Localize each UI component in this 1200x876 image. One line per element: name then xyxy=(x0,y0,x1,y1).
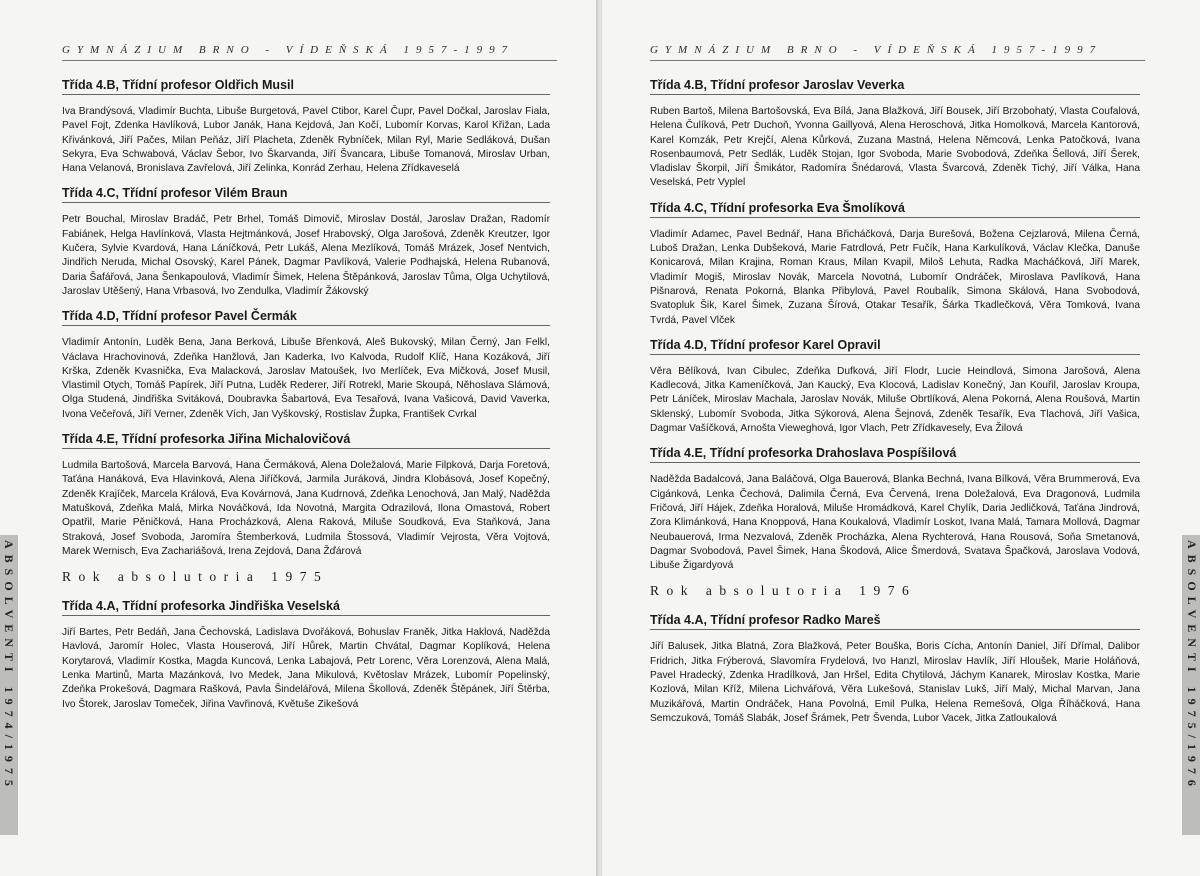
page-content xyxy=(62,78,550,722)
class-title: Třída 4.A, Třídní profesorka Jindřiška Veselská xyxy=(62,599,550,616)
class-block xyxy=(650,613,1140,726)
class-block xyxy=(650,78,1140,191)
class-title: Třída 4.D, Třídní profesor Karel Opravil xyxy=(650,338,1140,355)
class-title: Třída 4.E, Třídní profesorka Jiřina Michalovičová xyxy=(62,432,550,449)
left-page xyxy=(0,0,598,876)
student-names: Ruben Bartoš, Milena Bartošovská, Eva Bílá, Jana Blažková, Jiří Bousek, Jiří Brzobohatý, Vlasta Coufalová, Helena Čulíková, Petr Duchoň, Yvonna Gaillyová, Alena Heroschová, Jitka Homolková, Marcela Kantorová, Karel Komzák, Petr Krejčí, Alena Kůrková, Zuzana Mastná, Helena Němcová, Lenka Patočková, Ivana Rosenbaumová, Petr Sedlák, Luděk Stojan, Igor Svoboda, Marie Svobodová, Zdeňka Šellová, Jiří Šerek, Vladislav Škorpil, Jiří Šmikátor, Radomíra Šnédarová, Vlasta Švarcová, Zdeněk Tichý, Jiří Válka, Hana Veselská, Petr Vyplel xyxy=(650,106,1140,189)
head-rule xyxy=(62,60,557,61)
page-content xyxy=(650,78,1140,736)
class-title: Třída 4.C, Třídní profesorka Eva Šmolíková xyxy=(650,201,1140,218)
year-heading: Rok absolutoria 1976 xyxy=(650,583,917,599)
student-names: Jiří Bartes, Petr Bedáň, Jana Čechovská, Ladislava Dvořáková, Bohuslav Franěk, Jitka Haklová, Naděžda Havlová, Jaromír Holec, Vlasta Houserová, Jiří Hůrek, Martin Chvátal, Dagmar Koplíková, Helena Korytarová, Vladimír Kostka, Magda Kuncová, Lenka Labajová, Petr Lorenc, Věra Lorenzová, Alena Malá, Lenka Martinů, Marta Mazánková, Ivo Medek, Jana Mikulová, Květoslav Mrázek, Lubomír Popelinský, Zdeňka Prokešová, Dagmara Rašková, Pavla Šindelářová, Milena Škollová, Zdeněk Štěpánek, Jiří Štěrba, Ivo Štorek, Jaroslav Tomeček, Jiřina Vavřinová, Květuše Zikešová xyxy=(62,627,550,710)
class-title: Třída 4.B, Třídní profesor Jaroslav Veverka xyxy=(650,78,1140,95)
student-names: Vladimír Adamec, Pavel Bednář, Hana Břicháčková, Darja Burešová, Božena Cejzlarová, Milena Černá, Luboš Dražan, Lenka Dubšeková, Marie Fatrdlová, Petr Fučík, Hana Karkulíková, Václav Klečka, Danuše Konicarová, Milan Krajina, Roman Kraus, Milan Kvapil, Miloš Lehuta, Radka Macháčková, Jiří Marek, Vladimír Mogiš, Miroslav Novák, Marcela Novotná, Lubomír Ondráček, Miroslava Pavlíková, Hana Pišnarová, Renata Pokorná, Blanka Přibylová, Pavel Roubalík, Simona Skálová, Hana Svobodová, Svatopluk Šik, Karel Šimek, Zuzana Šírová, Otakar Tesařík, Šárka Tkadlečková, Věra Tomková, Ivana Tvrdá, Pavel Vlček xyxy=(650,228,1140,326)
running-head: GYMNÁZIUM BRNO - VÍDEŇSKÁ 1957-1997 xyxy=(650,44,1103,56)
class-block xyxy=(650,338,1140,436)
student-names: Jiří Balusek, Jitka Blatná, Zora Blažková, Peter Bouška, Boris Cícha, Antonín Daniel, Jiří Dřímal, Dalibor Fridrich, Jitka Frýberová, Slavomíra Frydelová, Ivo Hanzl, Miroslav Havlík, Jiří Hloušek, Marie Holáňová, Pavel Hradecký, Zdenka Hradílková, Jan Hršel, Edita Chytilová, Jáchym Kanarek, Miroslav Kostka, Marie Kozlová, Milan Kříž, Milena Lichvářová, Věra Lukešová, Stanislav Lukš, Jiří Malý, Michal Marvan, Jana Muzikářová, Martin Ondráček, Hana Povolná, Emil Pulka, Helena Remešová, Olga Říháčková, Hana Semczuková, Tomáš Slabák, Josef Šrámek, Petr Švenda, Lubor Vacek, Jitka Zatloukalová xyxy=(650,641,1140,724)
class-title: Třída 4.A, Třídní profesor Radko Mareš xyxy=(650,613,1140,630)
class-block xyxy=(62,599,550,712)
class-title: Třída 4.B, Třídní profesor Oldřich Musil xyxy=(62,78,550,95)
side-label: ABSOLVENTI 1974/1975 xyxy=(2,540,16,792)
class-block xyxy=(650,201,1140,328)
head-rule xyxy=(650,60,1145,61)
student-names: Petr Bouchal, Miroslav Bradáč, Petr Brhel, Tomáš Dimovič, Miroslav Dostál, Jaroslav Dražan, Radomír Fabiánek, Helga Havlínková, Vlasta Hejtmánková, Josef Hrabovský, Olga Jarošová, Zdeněk Kreutzer, Igor Kučera, Sylvie Kvardová, Hana Láníčková, Petr Lukáš, Alena Mezlíková, Tomáš Mrázek, Josef Nentvich, Jindřich Neruda, Michal Osovský, Karel Pánek, Dagmar Pavlíková, Valerie Podhajská, Helena Rubanová, Daria Šafářová, Jana Šenkapoulová, Vladimír Šimek, Helena Štěpánková, Jaroslav Tůma, Olga Uchytilová, Jaroslav Utěšený, Hana Vrbasová, Ivo Zendulka, Vladimír Žákovský xyxy=(62,214,550,297)
class-block xyxy=(62,309,550,422)
class-block xyxy=(62,186,550,299)
class-block xyxy=(62,78,550,176)
student-names: Iva Brandýsová, Vladimír Buchta, Libuše Burgetová, Pavel Ctibor, Karel Čupr, Pavel Dočkal, Jaroslav Fiala, Pavel Fojt, Zdenka Havlíková, Lubor Janák, Hana Kejdová, Jan Kočí, Lubomír Korvas, Karol Křižan, Lada Křivánková, Jiří Pačes, Milan Peňáz, Jiří Placheta, Zdeněk Rybníček, Milan Ryl, Marie Sedláková, Dušan Sekyra, Eva Schwabová, Václav Šebor, Ivo Škarvanda, Jiří Švancara, Libuše Tomanová, Miroslav Urban, Hana Velanová, Bronislava Zavřelová, Jiří Zelinka, Konrád Zerhau, Helena Zřídkaveselá xyxy=(62,106,550,175)
class-block xyxy=(650,446,1140,573)
class-title: Třída 4.E, Třídní profesorka Drahoslava Pospíšilová xyxy=(650,446,1140,463)
student-names: Ludmila Bartošová, Marcela Barvová, Hana Čermáková, Alena Doležalová, Marie Filpková, Darja Foretová, Taťána Hanáková, Eva Hlavinková, Alena Jiříčková, Jarmila Juráková, Jindra Klobásová, Josef Kopečný, Zdeněk Krajíček, Marcela Králová, Eva Kovárnová, Jana Kudrnová, Zdeňka Lenochová, Jan Malý, Naděžda Matušková, Zdeňka Malá, Mirka Nováčková, Ida Novotná, Margita Odrazilová, Ilona Omastová, Robert Opatřil, Marie Pěničková, Hana Procházková, Alena Raková, Miluše Soudková, Eva Staňková, Jana Straková, Josef Svoboda, Jaromíra Štemberková, Ludmila Štossová, Vladimír Vejrosta, Věra Vojtová, Marek Wernisch, Eva Zachariášová, Irena Zejdová, Dana Žďárová xyxy=(62,460,550,557)
class-title: Třída 4.C, Třídní profesor Vilém Braun xyxy=(62,186,550,203)
student-names: Naděžda Badalcová, Jana Baláčová, Olga Bauerová, Blanka Bechná, Ivana Bílková, Věra Brummerová, Eva Cigánková, Lenka Čechová, Dalimila Černá, Eva Červená, Irena Doležalová, Eva Dragonová, Ludmila Fričová, Jiří Hájek, Zdeňka Horalová, Miluše Hromádková, Karel Chylík, Daria Jedličková, Taťána Jindrová, Zora Klimánková, Hana Knoppová, Hana Koukalová, Vladimír Loskot, Ivana Malá, Tamara Mollová, Dagmar Neubauerová, Irma Nezvalová, Zdeněk Procházka, Alena Rychterová, Hana Rousová, Soňa Smetanová, Dagmar Svobodová, Pavel Šimek, Hana Škodová, Alice Šmerdová, Svatava Špačková, Jaroslava Vodová, Libuše Žigardyová xyxy=(650,474,1140,572)
student-names: Věra Bělíková, Ivan Cibulec, Zdeňka Dufková, Jiří Flodr, Lucie Heindlová, Simona Jarošová, Alena Kadlecová, Jitka Kameníčková, Jan Kaucký, Eva Klocová, Ladislav Konečný, Jan Kouřil, Jaroslav Kroupa, Petr Láníček, Miroslav Machala, Jaroslav Novák, Miluše Obrtlíková, Alena Pokorná, Alena Roušová, Martin Sklenský, Lubomír Svoboda, Jitka Sýkorová, Alena Šejnová, Zdeněk Tesařík, Eva Tlachová, Jiří Vašica, Dagmar Vašíčková, Arnošta Vieweghová, Igor Vlach, Petr Zřídkavesely, Eva Žilová xyxy=(650,365,1140,435)
student-names: Vladimír Antonín, Luděk Bena, Jana Berková, Libuše Břenková, Aleš Bukovský, Milan Černý, Jan Felkl, Václava Hrachovinová, Zdeňka Hanžlová, Jan Kaderka, Ivo Kalvoda, Rudolf Klíč, Hana Kozáková, Jiří Krška, Zdeněk Kvasnička, Eva Malacková, Jaroslav Matoušek, Ivo Merlíček, Eva Mičková, Josef Musil, Vlastimil Otych, Tomáš Papírek, Jiří Putna, Luděk Rederer, Jiří Rotrekl, Marie Skoupá, Něhoslava Slámová, Olga Studená, Jindřiška Svitáková, Doubravka Šabartová, Eva Tesařová, Ivana Vašicová, David Vaverka, Ivona Večeřová, Jiří Verner, Zdeněk Vích, Jan Vyškovský, Rostislav Župka, František Cvrkal xyxy=(62,337,550,420)
running-head: GYMNÁZIUM BRNO - VÍDEŇSKÁ 1957-1997 xyxy=(62,44,515,56)
year-heading: Rok absolutoria 1975 xyxy=(62,569,329,585)
side-label: ABSOLVENTI 1975/1976 xyxy=(1185,540,1199,792)
class-title: Třída 4.D, Třídní profesor Pavel Čermák xyxy=(62,309,550,326)
class-block xyxy=(62,432,550,559)
right-page xyxy=(602,0,1200,876)
